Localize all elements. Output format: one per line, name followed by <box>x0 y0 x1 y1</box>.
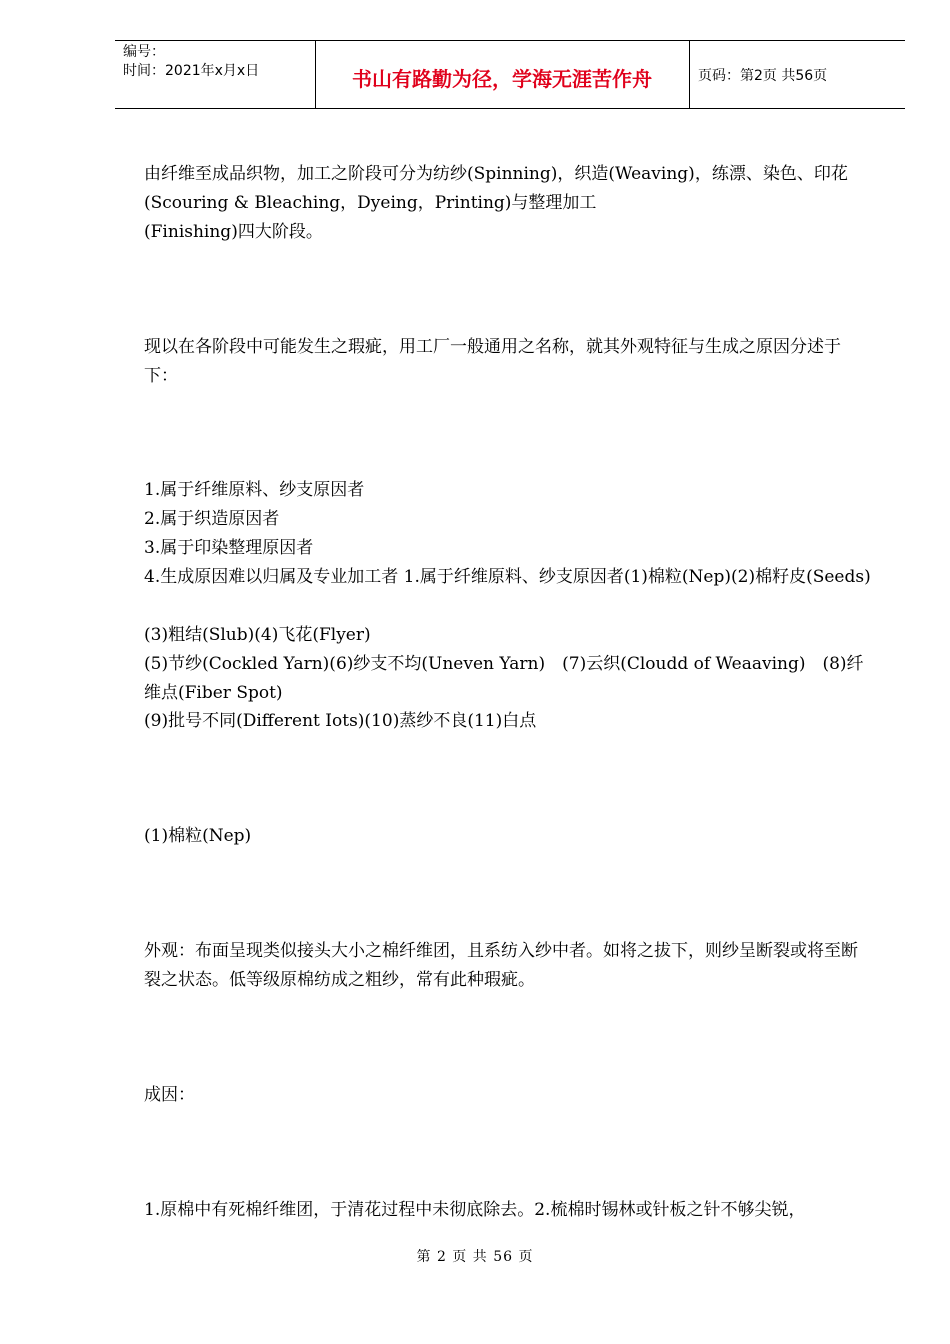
page-header <box>115 40 905 109</box>
document-number-label: 编号： <box>123 44 165 60</box>
paragraph-intro-cont: (Finishing)四大阶段。 <box>144 222 323 242</box>
list-item: 2.属于织造原因者 <box>144 509 280 529</box>
page-footer: 第 2 页 共 56 页 <box>416 1249 534 1265</box>
header-page-code: 页码：第2页 共56页 <box>698 68 828 84</box>
header-info-cell <box>115 41 316 108</box>
list-item: 3.属于印染整理原因者 <box>144 538 314 558</box>
header-motto: 书山有路勤为径，学海无涯苦作舟 <box>352 67 652 91</box>
paragraph-overview: 现以在各阶段中可能发生之瑕疵，用工厂一般通用之名称，就其外观特征与生成之原因分述于下： <box>144 337 841 386</box>
section-heading-nep: (1)棉粒(Nep) <box>144 826 252 846</box>
header-page-cell <box>690 41 905 108</box>
paragraph-cause-heading: 成因： <box>144 1085 195 1105</box>
header-motto-cell <box>315 41 690 108</box>
list-item: 1.属于纤维原料、纱支原因者 <box>144 480 365 500</box>
list-item: 4.生成原因难以归属及专业加工者 1.属于纤维原料、纱支原因者(1)棉粒(Nep)(2)棉籽皮(Seeds) <box>144 567 871 587</box>
defect-list-line: (9)批号不同(Different Iots)(10)蒸纱不良(11)白点 <box>144 711 537 731</box>
defect-list-line: (3)粗结(Slub)(4)飞花(Flyer) <box>144 625 371 645</box>
document-date-label: 时间：2021年x月x日 <box>123 63 260 79</box>
paragraph-intro: 由纤维至成品织物，加工之阶段可分为纺纱(Spinning)，织造(Weaving)，练漂、染色、印花(Scouring & Bleaching，Dyeing，Printing)与整理加工 <box>144 164 848 213</box>
defect-list-line: (5)节纱(Cockled Yarn)(6)纱支不均(Uneven Yarn) (7)云织(Cloudd of Weaaving) (8)纤维点(Fiber Spot) <box>144 654 864 703</box>
paragraph-appearance: 外观：布面呈现类似接头大小之棉纤维团，且系纺入纱中者。如将之拔下，则纱呈断裂或将至断裂之状态。低等级原棉纺成之粗纱，常有此种瑕疵。 <box>144 941 858 990</box>
paragraph-causes: 1.原棉中有死棉纤维团，于清花过程中未彻底除去。2.梳棉时锡林或针板之针不够尖锐， <box>144 1200 806 1220</box>
